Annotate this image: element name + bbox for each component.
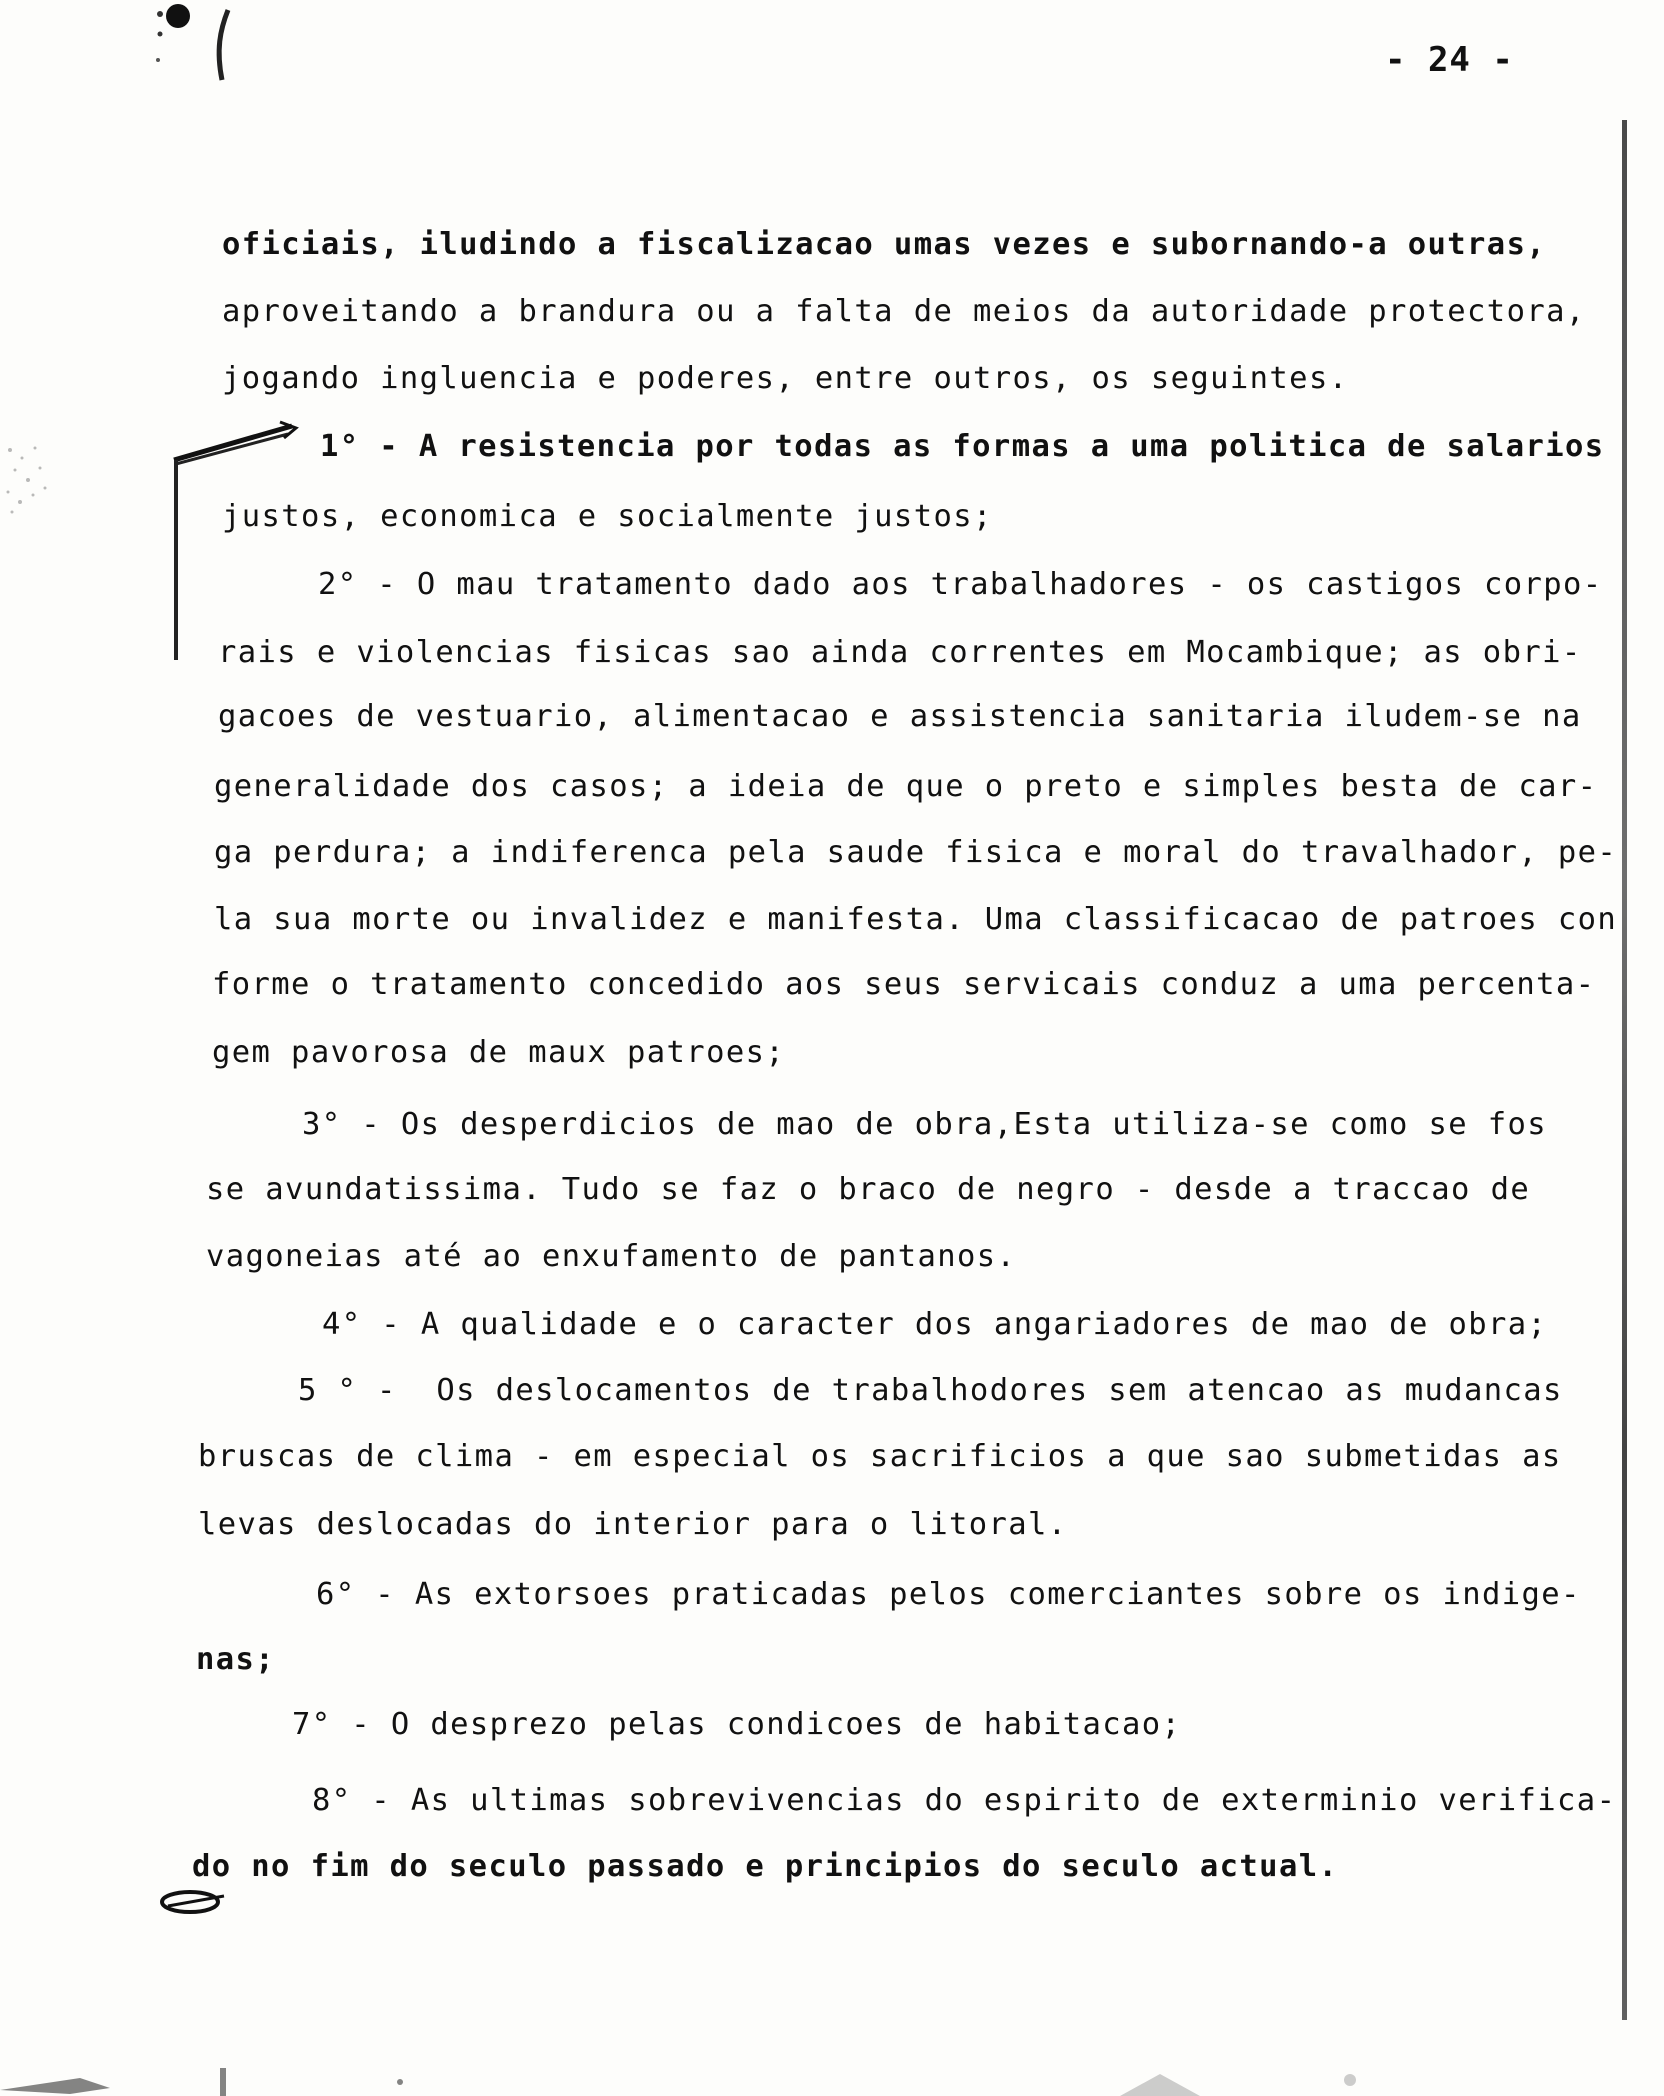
text-line: vagoneias até ao enxufamento de pantanos. [206, 1239, 1017, 1274]
text-line: gacoes de vestuario, alimentacao e assistencia sanitaria iludem-se na [218, 699, 1582, 734]
text-line: ga perdura; a indiferenca pela saude fisica e moral do travalhador, pe- [214, 835, 1618, 870]
margin-pen-line [174, 460, 178, 660]
list-item-8: 8° - As ultimas sobrevivencias do espirito de exterminio verifica- [312, 1783, 1617, 1818]
ink-blot-mark [150, 0, 260, 90]
bottom-scan-smudge [0, 2060, 1664, 2096]
text-line: nas; [196, 1642, 276, 1677]
text-line: bruscas de clima - em especial os sacrificios a que sao submetidas as [198, 1439, 1562, 1474]
text-line: se avundatissima. Tudo se faz o braco de negro - desde a traccao de [206, 1172, 1531, 1207]
text-line: generalidade dos casos; a ideia de que o preto e simples besta de car- [214, 769, 1598, 804]
text-line: la sua morte ou invalidez e manifesta. Uma classificacao de patroes con [214, 902, 1618, 937]
text-line: oficiais, iludindo a fiscalizacao umas vezes e subornando-a outras, [222, 227, 1547, 262]
text-line: do no fim do seculo passado e principios do seculo actual. [192, 1849, 1339, 1884]
list-item-1: 1° - A resistencia por todas as formas a uma politica de salarios [320, 429, 1605, 464]
text-line: jogando ingluencia e poderes, entre outros, os seguintes. [222, 361, 1349, 396]
text-line: forme o tratamento concedido aos seus servicais conduz a uma percenta- [212, 967, 1596, 1002]
list-item-3: 3° - Os desperdicios de mao de obra,Esta utiliza-se como se fos [302, 1107, 1548, 1142]
page-edge-shadow [1622, 120, 1627, 2020]
page-number: - 24 - [1385, 40, 1514, 80]
list-item-7: 7° - O desprezo pelas condicoes de habitacao; [292, 1707, 1182, 1742]
list-item-6: 6° - As extorsoes praticadas pelos comerciantes sobre os indige- [316, 1577, 1581, 1612]
text-line: justos, economica e socialmente justos; [222, 499, 993, 534]
margin-pen-arrow [170, 420, 300, 465]
list-item-5: 5 ° - Os deslocamentos de trabalhodores sem atencao as mudancas [298, 1373, 1563, 1408]
end-pen-mark [158, 1880, 228, 1920]
list-item-2: 2° - O mau tratamento dado aos trabalhadores - os castigos corpo- [318, 567, 1603, 602]
text-line: rais e violencias fisicas sao ainda correntes em Mocambique; as obri- [218, 635, 1582, 670]
list-item-4: 4° - A qualidade e o caracter dos angariadores de mao de obra; [322, 1307, 1548, 1342]
text-line: aproveitando a brandura ou a falta de meios da autoridade protectora, [222, 294, 1586, 329]
scan-noise [0, 440, 90, 520]
text-line: levas deslocadas do interior para o litoral. [198, 1507, 1068, 1542]
text-line: gem pavorosa de maux patroes; [212, 1035, 786, 1070]
